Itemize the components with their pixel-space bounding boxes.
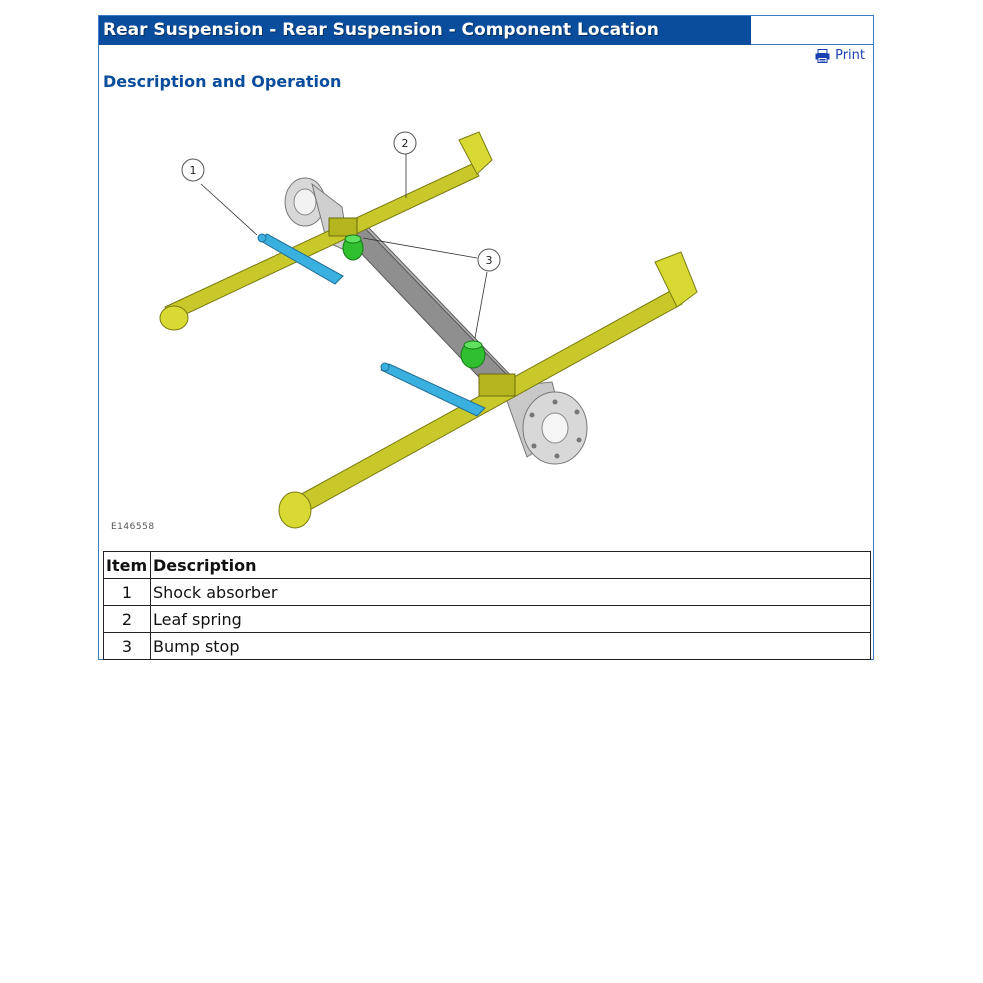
component-table <box>103 551 871 660</box>
axle-beam <box>339 220 519 394</box>
item-number: 1 <box>104 579 151 606</box>
figure-id: E146558 <box>111 522 155 532</box>
description-column-header: Description <box>151 552 871 579</box>
svg-text:1: 1 <box>189 164 197 177</box>
svg-text:2: 2 <box>401 137 409 150</box>
rear-suspension-illustration <box>107 112 727 542</box>
item-description: Bump stop <box>151 633 871 660</box>
callout-3 <box>478 249 500 271</box>
bump-stop-right <box>461 341 485 368</box>
table-row <box>104 579 871 606</box>
document-frame <box>98 15 874 660</box>
print-label: Print <box>835 48 865 63</box>
item-description: Leaf spring <box>151 606 871 633</box>
title-bar-tail <box>751 16 873 45</box>
leaf-spring-right <box>279 252 697 528</box>
svg-text:3: 3 <box>485 254 493 267</box>
shock-absorber-right <box>381 363 485 416</box>
printer-icon <box>815 49 830 63</box>
section-title: Description and Operation <box>103 72 342 91</box>
item-description: Shock absorber <box>151 579 871 606</box>
callout-1 <box>182 159 204 181</box>
item-number: 2 <box>104 606 151 633</box>
table-row <box>104 606 871 633</box>
print-button[interactable] <box>815 48 865 63</box>
page-title: Rear Suspension - Rear Suspension - Component Location <box>99 16 751 45</box>
bump-stop-left <box>343 235 363 260</box>
callout-2 <box>394 132 416 154</box>
table-row <box>104 633 871 660</box>
table-header-row <box>104 552 871 579</box>
item-number: 3 <box>104 633 151 660</box>
item-column-header: Item <box>104 552 151 579</box>
